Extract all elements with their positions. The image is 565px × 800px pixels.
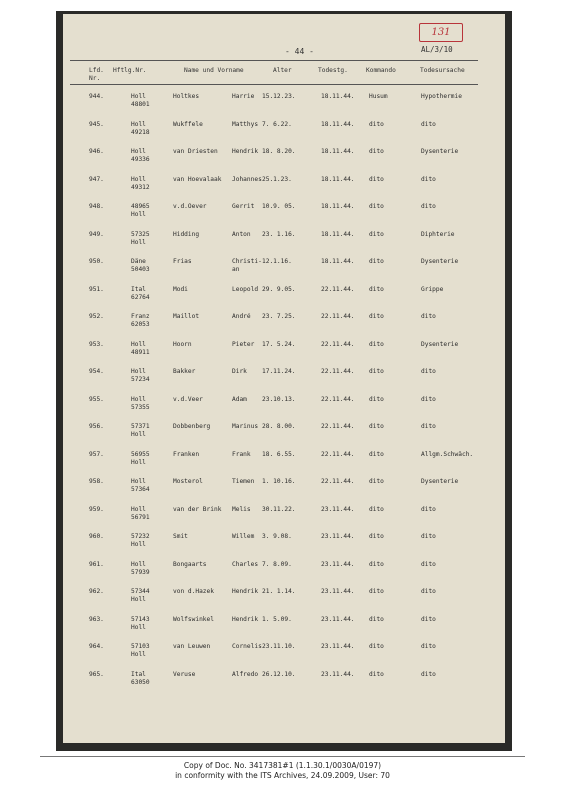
cause-of-death: Grippe [421, 285, 444, 293]
death-date: 23.11.44. [321, 533, 355, 540]
kommando: dito [369, 230, 384, 238]
row-number: 965. [89, 670, 104, 678]
prisoner-number: Holl [131, 596, 146, 603]
table-row [0, 255, 565, 283]
prisoner-nationality: Holl [131, 340, 146, 348]
given-name: Matthys [232, 120, 259, 128]
given-name: André [232, 313, 251, 320]
given-name: Willem [232, 533, 255, 540]
cause-of-death: Dysenterie [421, 258, 459, 265]
table-row [0, 475, 565, 503]
birth-date: 23. 7.25. [262, 313, 296, 320]
table-row [0, 585, 565, 613]
death-date: 22.11.44. [321, 395, 355, 403]
surname: van der Brink [173, 505, 222, 513]
cause-of-death: Allgm.Schwäch. [421, 450, 474, 458]
given-name: Christi- [232, 258, 262, 265]
cause-of-death: dito [421, 643, 436, 650]
prisoner-nationality: 57344 [131, 588, 150, 595]
surname: Franken [173, 450, 200, 458]
kommando: dito [369, 368, 384, 375]
prisoner-nationality: 57325 [131, 230, 150, 238]
prisoner-nationality: 48965 [131, 203, 150, 210]
death-date: 23.11.44. [321, 560, 355, 568]
cause-of-death: dito [421, 120, 436, 128]
birth-date: 7. 6.22. [262, 120, 292, 128]
cause-of-death: dito [421, 615, 436, 623]
birth-date: 18. 6.55. [262, 450, 296, 458]
table-row [0, 393, 565, 421]
kommando: dito [369, 588, 384, 595]
kommando: dito [369, 120, 384, 128]
page-number: - 44 - [285, 47, 314, 56]
table-row [0, 640, 565, 668]
birth-date: 18. 8.20. [262, 148, 296, 155]
cause-of-death: dito [421, 588, 436, 595]
prisoner-number: 50403 [131, 266, 150, 273]
table-row [0, 503, 565, 531]
row-number: 959. [89, 505, 104, 513]
kommando: dito [369, 340, 384, 348]
surname: v.d.Veer [173, 395, 203, 403]
cause-of-death: dito [421, 560, 436, 568]
death-date: 22.11.44. [321, 423, 355, 430]
header-nr: Nr. [89, 75, 101, 82]
prisoner-nationality: Holl [131, 120, 146, 128]
table-row [0, 448, 565, 476]
row-number: 957. [89, 450, 104, 458]
given-name: Charles [232, 560, 259, 568]
prisoner-nationality: 57103 [131, 643, 150, 650]
prisoner-number: Holl [131, 211, 146, 218]
prisoner-nationality: 57232 [131, 533, 150, 540]
surname: Bakker [173, 368, 196, 375]
header-cause: Todesursache [420, 67, 465, 74]
death-date: 18.11.44. [321, 120, 355, 128]
header-hftlg: Hftlg.Nr. [113, 67, 147, 74]
reference-code: AL/3/10 [421, 45, 453, 54]
death-date: 18.11.44. [321, 203, 355, 210]
cause-of-death: Dysenterie [421, 478, 459, 485]
prisoner-number: 48911 [131, 348, 150, 356]
prisoner-number: Holl [131, 651, 146, 658]
given-name: Cornelis [232, 643, 262, 650]
given-name-continued: an [232, 266, 240, 273]
prisoner-number: 48801 [131, 101, 150, 108]
prisoner-number: 57234 [131, 376, 150, 383]
prisoner-nationality: 57143 [131, 615, 150, 623]
row-number: 953. [89, 340, 104, 348]
given-name: Marinus [232, 423, 259, 430]
death-date: 22.11.44. [321, 340, 355, 348]
table-row [0, 173, 565, 201]
row-number: 961. [89, 560, 104, 568]
table-row [0, 613, 565, 641]
prisoner-nationality: 56955 [131, 450, 150, 458]
cause-of-death: dito [421, 175, 436, 183]
prisoner-number: Holl [131, 458, 146, 466]
prisoner-number: 57939 [131, 568, 150, 576]
death-date: 23.11.44. [321, 643, 355, 650]
surname: Maillot [173, 313, 200, 320]
row-number: 948. [89, 203, 104, 210]
cause-of-death: dito [421, 203, 436, 210]
row-number: 945. [89, 120, 104, 128]
birth-date: 23.11.10. [262, 643, 296, 650]
prisoner-number: 49336 [131, 156, 150, 163]
surname: Mosterol [173, 478, 203, 485]
table-row [0, 228, 565, 256]
kommando: dito [369, 258, 384, 265]
death-date: 22.11.44. [321, 313, 355, 320]
row-number: 947. [89, 175, 104, 183]
row-number: 956. [89, 423, 104, 430]
footer-divider [40, 756, 525, 757]
kommando: dito [369, 148, 384, 155]
death-date: 18.11.44. [321, 148, 355, 155]
prisoner-nationality: 57371 [131, 423, 150, 430]
birth-date: 25.1.23. [262, 175, 292, 183]
given-name: Alfredo [232, 670, 259, 678]
surname: Hoorn [173, 340, 192, 348]
surname: Veruse [173, 670, 196, 678]
kommando: dito [369, 643, 384, 650]
surname: van Driesten [173, 148, 218, 155]
death-date: 22.11.44. [321, 450, 355, 458]
birth-date: 17.11.24. [262, 368, 296, 375]
kommando: dito [369, 533, 384, 540]
prisoner-nationality: Däne [131, 258, 146, 265]
death-date: 23.11.44. [321, 505, 355, 513]
table-row [0, 668, 565, 696]
death-date: 23.11.44. [321, 670, 355, 678]
table-row [0, 145, 565, 173]
header-bottom-rule [70, 84, 478, 85]
death-date: 22.11.44. [321, 285, 355, 293]
given-name: Gerrit [232, 203, 255, 210]
surname: van Hoevalaak [173, 175, 222, 183]
cause-of-death: dito [421, 533, 436, 540]
kommando: dito [369, 505, 384, 513]
surname: Smit [173, 533, 188, 540]
given-name: Melis [232, 505, 251, 513]
table-row [0, 338, 565, 366]
surname: Modi [173, 285, 188, 293]
surname: Bongaarts [173, 560, 207, 568]
given-name: Pieter [232, 340, 255, 348]
given-name: Anton [232, 230, 251, 238]
row-number: 952. [89, 313, 104, 320]
death-date: 22.11.44. [321, 478, 355, 485]
given-name: Hendrik [232, 615, 259, 623]
cause-of-death: Diphterie [421, 230, 455, 238]
prisoner-nationality: Franz [131, 313, 150, 320]
birth-date: 29. 9.05. [262, 285, 296, 293]
row-number: 950. [89, 258, 104, 265]
prisoner-number: 57355 [131, 403, 150, 411]
archive-stamp: 131 [419, 23, 463, 42]
prisoner-nationality: Holl [131, 368, 146, 375]
cause-of-death: dito [421, 368, 436, 375]
death-date: 18.11.44. [321, 230, 355, 238]
table-row [0, 310, 565, 338]
prisoner-nationality: Holl [131, 395, 146, 403]
given-name: Johannes [232, 175, 262, 183]
prisoner-nationality: Holl [131, 505, 146, 513]
table-row [0, 90, 565, 118]
given-name: Dirk [232, 368, 247, 375]
table-row [0, 530, 565, 558]
birth-date: 15.12.23. [262, 93, 296, 100]
death-date: 18.11.44. [321, 258, 355, 265]
surname: van Leuwen [173, 643, 211, 650]
kommando: Husum [369, 93, 388, 100]
surname: Wolfswinkel [173, 615, 214, 623]
surname: Dobbenberg [173, 423, 211, 430]
surname: Frias [173, 258, 192, 265]
prisoner-number: Holl [131, 238, 146, 246]
cause-of-death: Dysenterie [421, 148, 459, 155]
header-death-date: Todestg. [318, 67, 348, 74]
birth-date: 1. 10.16. [262, 478, 296, 485]
birth-date: 23.10.13. [262, 395, 296, 403]
given-name: Leopold [232, 285, 259, 293]
kommando: dito [369, 203, 384, 210]
death-date: 18.11.44. [321, 175, 355, 183]
kommando: dito [369, 560, 384, 568]
prisoner-number: 49312 [131, 183, 150, 191]
prisoner-nationality: Ital [131, 285, 146, 293]
prisoner-number: 56791 [131, 513, 150, 521]
cause-of-death: dito [421, 395, 436, 403]
row-number: 963. [89, 615, 104, 623]
header-lfd: Lfd. [89, 67, 104, 74]
prisoner-number: 62053 [131, 321, 150, 328]
surname: Holtkes [173, 93, 200, 100]
birth-date: 23. 1.16. [262, 230, 296, 238]
birth-date: 26.12.10. [262, 670, 296, 678]
birth-date: 21. 1.14. [262, 588, 296, 595]
header-name: Name und Vorname [184, 67, 244, 74]
row-number: 964. [89, 643, 104, 650]
prisoner-number: 62764 [131, 293, 150, 301]
cause-of-death: dito [421, 423, 436, 430]
prisoner-nationality: Holl [131, 478, 146, 485]
birth-date: 30.11.22. [262, 505, 296, 513]
surname: von d.Hazek [173, 588, 214, 595]
kommando: dito [369, 450, 384, 458]
header-kommando: Kommando [366, 67, 396, 74]
row-number: 954. [89, 368, 104, 375]
death-date: 23.11.44. [321, 588, 355, 595]
kommando: dito [369, 285, 384, 293]
prisoner-number: Holl [131, 623, 146, 631]
prisoner-nationality: Ital [131, 670, 146, 678]
row-number: 946. [89, 148, 104, 155]
kommando: dito [369, 615, 384, 623]
row-number: 955. [89, 395, 104, 403]
death-date: 23.11.44. [321, 615, 355, 623]
death-date: 22.11.44. [321, 368, 355, 375]
prisoner-nationality: Holl [131, 560, 146, 568]
kommando: dito [369, 395, 384, 403]
given-name: Harrie [232, 93, 255, 100]
row-number: 962. [89, 588, 104, 595]
given-name: Hendrik [232, 148, 259, 155]
birth-date: 12.1.16. [262, 258, 292, 265]
kommando: dito [369, 670, 384, 678]
row-number: 958. [89, 478, 104, 485]
table-row [0, 365, 565, 393]
prisoner-number: 63050 [131, 678, 150, 686]
table-row [0, 420, 565, 448]
kommando: dito [369, 175, 384, 183]
prisoner-number: Holl [131, 541, 146, 548]
prisoner-number: 49218 [131, 128, 150, 136]
prisoner-number: 57364 [131, 486, 150, 493]
birth-date: 1. 5.09. [262, 615, 292, 623]
row-number: 951. [89, 285, 104, 293]
cause-of-death: Hypothermie [421, 93, 462, 100]
prisoner-nationality: Holl [131, 175, 146, 183]
given-name: Hendrik [232, 588, 259, 595]
given-name: Frank [232, 450, 251, 458]
prisoner-number: Holl [131, 431, 146, 438]
death-date: 18.11.44. [321, 93, 355, 100]
cause-of-death: Dysenterie [421, 340, 459, 348]
birth-date: 7. 8.09. [262, 560, 292, 568]
given-name: Tiemen [232, 478, 255, 485]
birth-date: 10.9. 05. [262, 203, 296, 210]
table-row [0, 558, 565, 586]
surname: Wukffele [173, 120, 203, 128]
prisoner-nationality: Holl [131, 148, 146, 155]
kommando: dito [369, 478, 384, 485]
given-name: Adam [232, 395, 247, 403]
cause-of-death: dito [421, 313, 436, 320]
kommando: dito [369, 313, 384, 320]
surname: v.d.Oever [173, 203, 207, 210]
birth-date: 28. 8.00. [262, 423, 296, 430]
header-age: Alter [273, 67, 292, 74]
kommando: dito [369, 423, 384, 430]
row-number: 944. [89, 93, 104, 100]
birth-date: 17. 5.24. [262, 340, 296, 348]
row-number: 960. [89, 533, 104, 540]
cause-of-death: dito [421, 505, 436, 513]
table-row [0, 200, 565, 228]
row-number: 949. [89, 230, 104, 238]
birth-date: 3. 9.08. [262, 533, 292, 540]
footer-copy-line: Copy of Doc. No. 3417381#1 (1.1.30.1/0030A/0197) [183, 761, 382, 770]
table-row [0, 283, 565, 311]
footer-conformity-line: in conformity with the ITS Archives, 24.09.2009, User: 70 [175, 771, 390, 780]
header-top-rule [70, 60, 478, 61]
table-row [0, 118, 565, 146]
prisoner-nationality: Holl [131, 93, 146, 100]
cause-of-death: dito [421, 670, 436, 678]
surname: Hidding [173, 230, 200, 238]
